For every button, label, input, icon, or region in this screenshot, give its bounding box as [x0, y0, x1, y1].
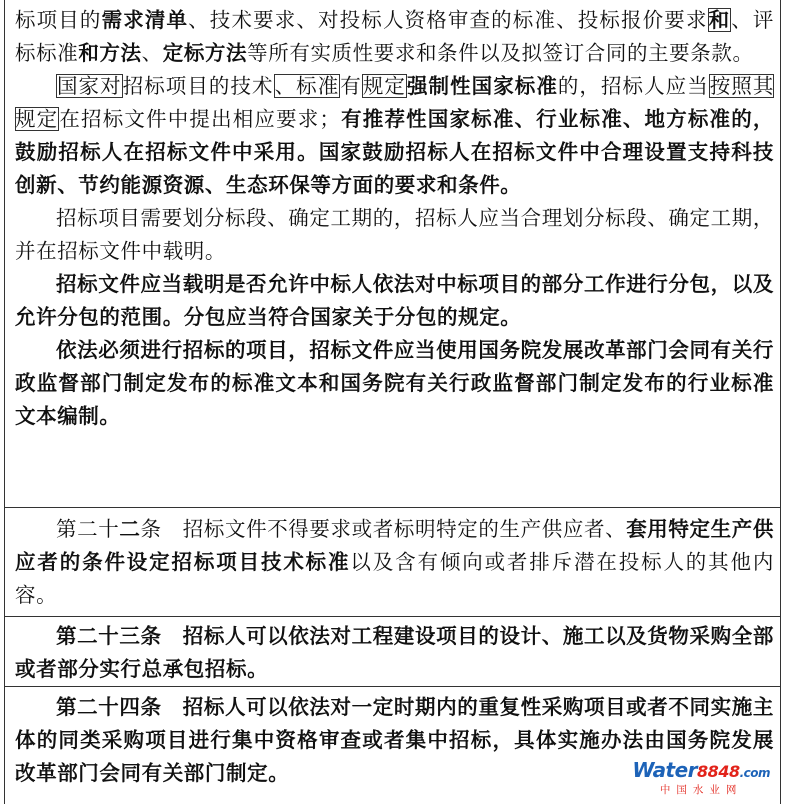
paragraph-subcontract: 招标文件应当载明是否允许中标人依法对中标项目的部分工作进行分包，以及允许分包的范围。分包应当符合国家关于分包的规定。: [15, 272, 774, 329]
watermark-subtitle: 中国水业网: [659, 784, 743, 796]
section-article-21-continued: [5, 0, 780, 508]
paragraph-article-22: 第二十二条 招标文件不得要求或者标明特定的生产供应者、套用特定生产供应者的条件设定招标项目技术标准以及含有倾向或者排斥潜在投标人的其他内容。: [15, 517, 774, 607]
watermark-logo: [632, 759, 770, 796]
paragraph-lots: 招标项目需要划分标段、确定工期的，招标人应当合理划分标段、确定工期，并在招标文件中载明。: [15, 206, 774, 263]
watermark-brand: Water: [632, 758, 698, 782]
watermark-domain: .com: [739, 766, 770, 780]
paragraph-requirements: 标项目的需求清单、技术要求、对投标人资格审查的标准、投标报价要求和、评标标准和方法、定标方法等所有实质性要求和条件以及拟签订合同的主要条款。: [15, 8, 774, 65]
section-article-22: [5, 508, 780, 617]
boxed-phrase-according: 按照其规定: [15, 74, 774, 131]
boxed-phrase-regulation: 规定: [362, 74, 406, 98]
paragraph-national-standards: 国家对招标项目的技术、标准有规定强制性国家标准的，招标人应当按照其规定在招标文件中提出相应要求；有推荐性国家标准、行业标准、地方标准的，鼓励招标人在招标文件中采用。国家鼓励招标人在招标文件中合理设置支持科技创新、节约能源资源、生态环保等方面的要求和条件。: [15, 74, 775, 197]
paragraph-article-23: 第二十三条 招标人可以依法对工程建设项目的设计、施工以及货物采购全部或者部分实行总承包招标。: [15, 624, 774, 681]
watermark-number: 8848: [697, 762, 740, 781]
boxed-phrase-national: 国家对: [57, 74, 122, 98]
boxed-phrase-standard: 、标准: [274, 74, 340, 98]
paragraph-article-24: 第二十四条 招标人可以依法对一定时期内的重复性采购项目或者不同实施主体的同类采购项目进行集中资格审查或者集中招标，具体实施办法由国务院发展改革部门会同有关部门制定。: [15, 695, 774, 785]
document-page: [4, 0, 781, 804]
paragraph-standard-text: 依法必须进行招标的项目，招标文件应当使用国务院发展改革部门会同有关行政监督部门制定发布的标准文本和国务院有关行政监督部门制定发布的行业标准文本编制。: [15, 338, 774, 428]
boxed-word-and: 和: [708, 8, 731, 32]
section-article-23: [5, 617, 780, 687]
